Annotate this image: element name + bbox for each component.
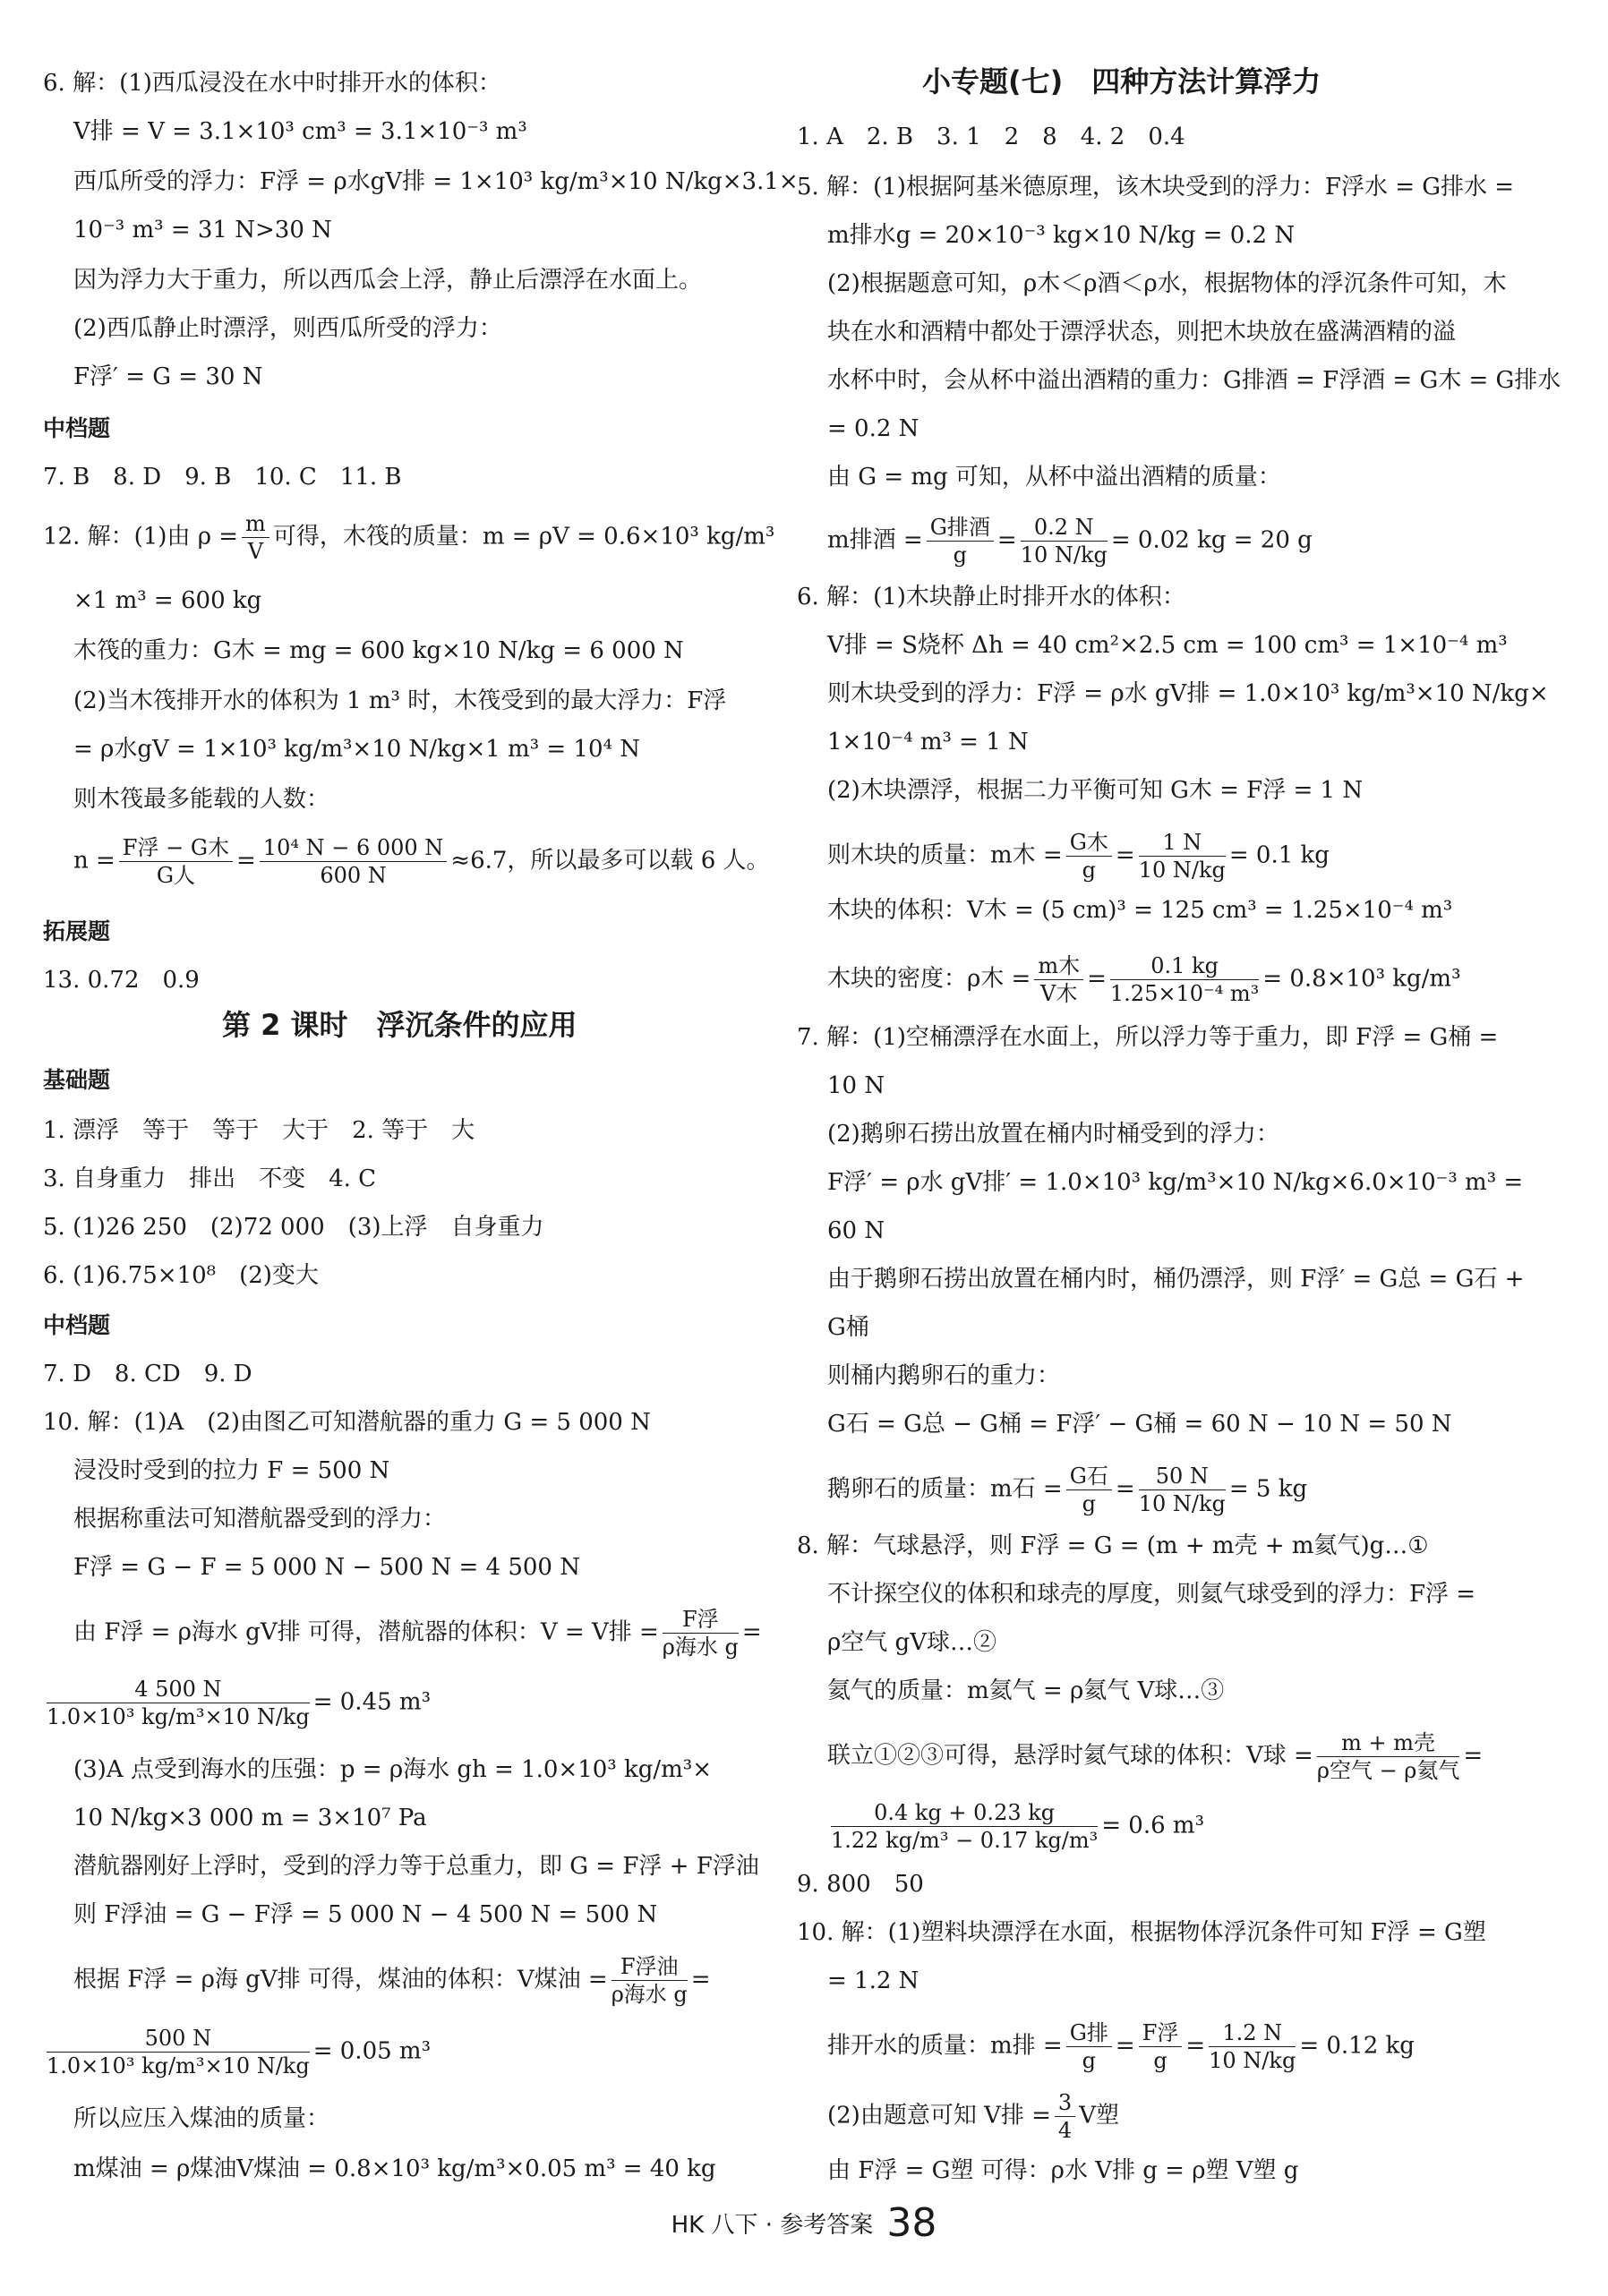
text-line: G桶 — [827, 1314, 869, 1341]
text-line: 因为浮力大于重力，所以西瓜会上浮，静止后漂浮在水面上。 — [73, 267, 703, 294]
section-heading: 拓展题 — [43, 918, 111, 944]
text-line: 木筏的重力：G木 = mg = 600 kg×10 N/kg = 6 000 N — [73, 637, 684, 664]
text-line: (2)当木筏排开水的体积为 1 m³ 时，木筏受到的最大浮力：F浮 — [73, 687, 727, 714]
text-line: = 1.2 N — [827, 1967, 919, 1994]
text-line: 根据称重法可知潜航器受到的浮力： — [73, 1506, 447, 1532]
text-line: F浮′ = ρ水 gV排′ = 1.0×10³ kg/m³×10 N/kg×6.0×10⁻³ m³ = — [827, 1169, 1524, 1196]
fraction: $\frac{\text{m + m壳}}{\text{ρ空气 − ρ氦气}}$ — [1316, 1730, 1460, 1783]
text-line: 西瓜所受的浮力：F浮 = ρ水gV排 = 1×10³ kg/m³×10 N/kg×3.1× — [73, 168, 799, 195]
text-line: 60 N — [827, 1217, 885, 1244]
answer-7-11: 7. B 8. D 9. B 10. C 11. B — [43, 464, 402, 491]
formula-line: (2)由题意可知 V排 = $\frac{3}{4}$ V塑 — [827, 2090, 1119, 2143]
text-line: ×1 m³ = 600 kg — [73, 587, 262, 614]
fraction: $\frac{\text{F浮 − G木}}{\text{G人}}$ — [119, 834, 233, 889]
formula-line: 木块的密度：ρ木 = $\frac{\text{m木}}{\text{V木}}$ = $\frac{0.1 kg}{\text{1.25×10⁻⁴ m³}}$ = 0.8×10³ kg/m³ — [827, 953, 1461, 1006]
fraction: $\frac{500 N}{\text{1.0×10³ kg/m³×10 N/kg}}$ — [47, 2026, 310, 2078]
text-line: (2)鹅卵石捞出放置在桶内时桶受到的浮力： — [827, 1121, 1279, 1148]
answer-7: 7. 解：(1)空桶漂浮在水面上，所以浮力等于重力，即 F浮 = G桶 = — [797, 1024, 1499, 1051]
text-line: 不计探空仪的体积和球壳的厚度，则氦气球受到的浮力：F浮 = — [827, 1581, 1476, 1608]
fraction: $\frac{\text{G木}}{g}$ — [1066, 829, 1112, 883]
fraction: $\frac{\text{G排酒}}{g}$ — [927, 514, 994, 568]
text-line: 氦气的质量：m氦气 = ρ氦气 V球…③ — [827, 1677, 1225, 1704]
text-line: 1×10⁻⁴ m³ = 1 N — [827, 729, 1029, 755]
text-line: 潜航器刚好上浮时，受到的浮力等于总重力，即 G = F浮 + F浮油 — [73, 1853, 759, 1880]
text-line: = 0.2 N — [827, 415, 919, 442]
answer-10: 10. 解：(1)塑料块漂浮在水面，根据物体浮沉条件可知 F浮 = G塑 — [797, 1919, 1486, 1946]
answer-10: 10. 解：(1)A (2)由图乙可知潜航器的重力 G = 5 000 N — [43, 1409, 651, 1436]
answer-1-2: 1. 漂浮 等于 等于 大于 2. 等于 大 — [43, 1117, 475, 1144]
answer-6: 6. 解：(1)西瓜浸没在水中时排开水的体积： — [43, 70, 501, 97]
fraction: $\frac{\text{F浮}}{g}$ — [1139, 2019, 1183, 2074]
fraction: $\frac{\text{F浮油}}{\text{ρ海水 g}}$ — [611, 1954, 688, 2007]
answer-6: 6. 解：(1)木块静止时排开水的体积： — [797, 584, 1185, 610]
formula-line: 则木块的质量：m木 = $\frac{\text{G木}}{g}$ = $\frac{1 N}{10 N/kg}$ = 0.1 kg — [827, 830, 1330, 883]
fraction: $\frac{0.1 kg}{\text{1.25×10⁻⁴ m³}}$ — [1109, 953, 1260, 1006]
formula-line: 排开水的质量：m排 = $\frac{\text{G排}}{g}$ = $\frac{\text{F浮}}{g}$ = $\frac{1.2 N}{10 N/kg}$ = 0.12 kg — [827, 2020, 1415, 2073]
fraction: $\frac{3}{4}$ — [1055, 2089, 1075, 2144]
formula-line: $\frac{500 N}{\text{1.0×10³ kg/m³×10 N/kg}}$ = 0.05 m³ — [47, 2026, 432, 2078]
formula-line: 由 F浮 = ρ海水 gV排 可得，潜航器的体积：V = V排 = $\frac{\text{F浮}}{\text{ρ海水 g}}$ = — [73, 1607, 762, 1660]
section-heading: 中档题 — [43, 1312, 111, 1338]
text-line: ρ空气 gV球…② — [827, 1629, 996, 1656]
text-line: 则木块受到的浮力：F浮 = ρ水 gV排 = 1.0×10³ kg/m³×10 N/kg× — [827, 680, 1549, 707]
formula-line: $\frac{4 500 N}{\text{1.0×10³ kg/m³×10 N/kg}}$ = 0.45 m³ — [47, 1677, 432, 1729]
fraction: $\frac{1.2 N}{10 N/kg}$ — [1209, 2020, 1296, 2073]
fraction: $\frac{\text{10⁴ N − 6 000 N}}{600 N}$ — [260, 834, 448, 889]
text-line: m煤油 = ρ煤油V煤油 = 0.8×10³ kg/m³×0.05 m³ = 40 kg — [73, 2155, 716, 2182]
text-line: (2)木块漂浮，根据二力平衡可知 G木 = F浮 = 1 N — [827, 777, 1364, 804]
fraction: $\frac{\text{m木}}{\text{V木}}$ — [1034, 952, 1083, 1007]
text-line: 由 F浮 = G塑 可得：ρ水 V排 g = ρ塑 V塑 g — [827, 2157, 1299, 2184]
text-line: F浮′ = G = 30 N — [73, 363, 263, 390]
answer-1-4: 1. A 2. B 3. 1 2 8 4. 2 0.4 — [797, 124, 1185, 150]
text-line: 10 N — [827, 1072, 885, 1099]
text-line: 则 F浮油 = G − F浮 = 5 000 N − 4 500 N = 500 N — [73, 1901, 658, 1928]
text-line: 10⁻³ m³ = 31 N>30 N — [73, 217, 332, 243]
answer-13: 13. 0.72 0.9 — [43, 967, 200, 994]
answer-5: 5. (1)26 250 (2)72 000 (3)上浮 自身重力 — [43, 1214, 544, 1241]
section-heading: 中档题 — [43, 415, 111, 441]
fraction: $\frac{50 N}{10 N/kg}$ — [1138, 1464, 1226, 1516]
answer-7-9: 7. D 8. CD 9. D — [43, 1361, 252, 1387]
text-line: 则木筏最多能载的人数： — [73, 786, 330, 813]
topic-title: 小专题(七) 四种方法计算浮力 — [922, 64, 1321, 98]
text-line: F浮 = G − F = 5 000 N − 500 N = 4 500 N — [73, 1554, 580, 1581]
text-line: m排水g = 20×10⁻³ kg×10 N/kg = 0.2 N — [827, 222, 1296, 249]
text-line: V排 = V = 3.1×10³ cm³ = 3.1×10⁻³ m³ — [73, 118, 527, 145]
text-line: 浸没时受到的拉力 F = 500 N — [73, 1457, 390, 1484]
page-footer — [0, 2200, 1608, 2246]
page-number: 38 — [886, 2200, 937, 2246]
text-line: 则桶内鹅卵石的重力： — [827, 1362, 1061, 1389]
fraction: $\frac{1 N}{10 N/kg}$ — [1138, 830, 1226, 883]
answer-12: 12. 解：(1)由 ρ = $\frac{m}{V}$ 可得，木筏的质量：m = ρV = 0.6×10³ kg/m³ — [43, 511, 775, 564]
text-line: 水杯中时，会从杯中溢出酒精的重力：G排酒 = F浮酒 = G木 = G排水 — [827, 367, 1561, 394]
fraction: $\frac{\text{G排}}{g}$ — [1066, 2019, 1112, 2074]
text-line: (2)根据题意可知，ρ木＜ρ酒＜ρ水，根据物体的浮沉条件可知，木 — [827, 270, 1507, 297]
answer-9: 9. 800 50 — [797, 1871, 924, 1898]
text-line: 由 G = mg 可知，从杯中溢出酒精的质量： — [827, 464, 1281, 491]
text-line: V排 = S烧杯 Δh = 40 cm²×2.5 cm = 100 cm³ = 1×10⁻⁴ m³ — [827, 632, 1508, 659]
text-line: (2)西瓜静止时漂浮，则西瓜所受的浮力： — [73, 315, 502, 342]
fraction: $\frac{4 500 N}{\text{1.0×10³ kg/m³×10 N/kg}}$ — [47, 1677, 310, 1729]
footer-label: HK 八下 · 参考答案 — [671, 2212, 874, 2239]
text-line: 10 N/kg×3 000 m = 3×10⁷ Pa — [73, 1805, 427, 1831]
fraction: $\frac{\text{G石}}{g}$ — [1066, 1463, 1112, 1517]
lesson-title: 第 2 课时 浮沉条件的应用 — [222, 1008, 577, 1042]
formula-line: $\frac{0.4 kg + 0.23 kg}{\text{1.22 kg/m³ − 0.17 kg/m³}}$ = 0.6 m³ — [831, 1800, 1204, 1853]
formula-line: n = $\frac{\text{F浮 − G木}}{\text{G人}}$ = $\frac{\text{10⁴ N − 6 000 N}}{600 N}$ ≈6.7，所以最多可以载 6 人。 — [73, 835, 770, 888]
text-line: (3)A 点受到海水的压强：p = ρ海水 gh = 1.0×10³ kg/m³× — [73, 1756, 713, 1783]
answer-8: 8. 解：气球悬浮，则 F浮 = G = (m + m壳 + m氦气)g…① — [797, 1532, 1429, 1559]
section-heading: 基础题 — [43, 1067, 111, 1093]
formula-line: 联立①②③可得，悬浮时氦气球的体积：V球 = $\frac{\text{m + m壳}}{\text{ρ空气 − ρ氦气}}$ = — [827, 1730, 1484, 1783]
formula-line: m排酒 = $\frac{\text{G排酒}}{g}$ = $\frac{0.2 N}{10 N/kg}$ = 0.02 kg = 20 g — [827, 515, 1313, 568]
text-line: = ρ水gV = 1×10³ kg/m³×10 N/kg×1 m³ = 10⁴ N — [73, 736, 640, 763]
answer-3-4: 3. 自身重力 排出 不变 4. C — [43, 1165, 377, 1192]
fraction: $\frac{\text{F浮}}{\text{ρ海水 g}}$ — [662, 1607, 739, 1660]
fraction: $\frac{m}{V}$ — [242, 510, 269, 565]
text-line: 木块的体积：V木 = (5 cm)³ = 125 cm³ = 1.25×10⁻⁴ m³ — [827, 897, 1453, 924]
answer-6: 6. (1)6.75×10⁸ (2)变大 — [43, 1262, 319, 1289]
formula-line: 根据 F浮 = ρ海 gV排 可得，煤油的体积：V煤油 = $\frac{\text{F浮油}}{\text{ρ海水 g}}$ = — [73, 1954, 711, 2007]
answer-5: 5. 解：(1)根据阿基米德原理，该木块受到的浮力：F浮水 = G排水 = — [797, 174, 1515, 201]
fraction: $\frac{0.4 kg + 0.23 kg}{\text{1.22 kg/m³ − 0.17 kg/m³}}$ — [831, 1800, 1099, 1853]
formula-line: 鹅卵石的质量：m石 = $\frac{\text{G石}}{g}$ = $\frac{50 N}{10 N/kg}$ = 5 kg — [827, 1464, 1308, 1516]
fraction: $\frac{0.2 N}{10 N/kg}$ — [1020, 515, 1108, 568]
text-line: 块在水和酒精中都处于漂浮状态，则把木块放在盛满酒精的溢 — [827, 319, 1457, 346]
text-line: 所以应压入煤油的质量： — [73, 2105, 330, 2132]
text-line: 由于鹅卵石捞出放置在桶内时，桶仍漂浮，则 F浮′ = G总 = G石 + — [827, 1266, 1525, 1293]
text-line: G石 = G总 − G桶 = F浮′ − G桶 = 60 N − 10 N = 50 N — [827, 1411, 1452, 1438]
